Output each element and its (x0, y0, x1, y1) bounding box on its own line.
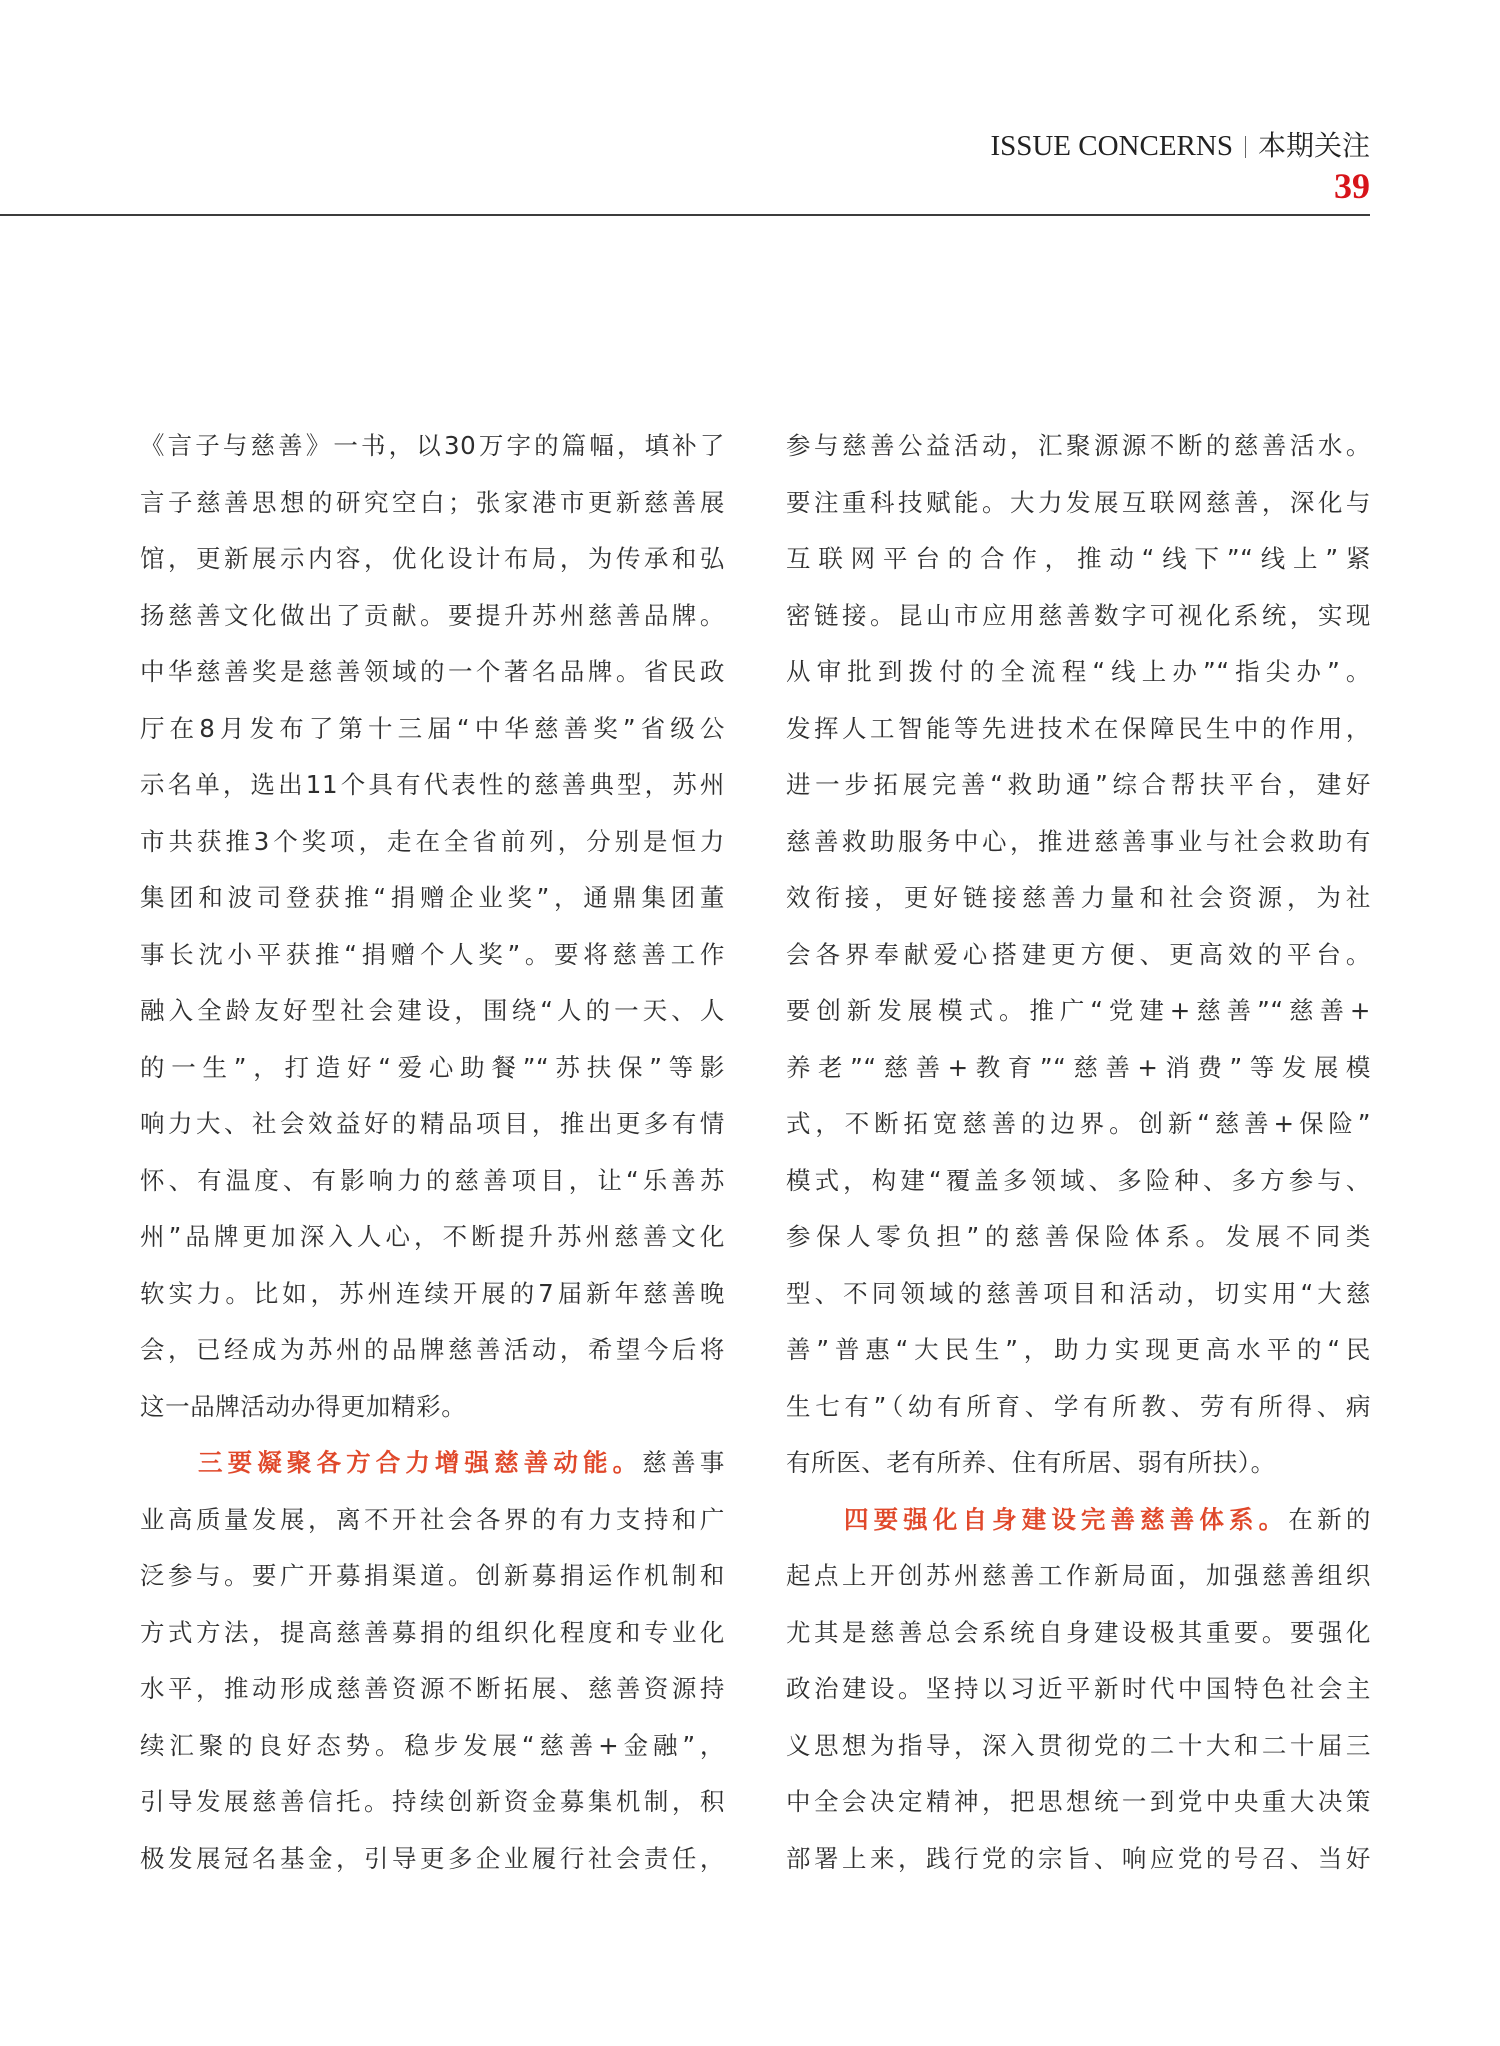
text-line: 生七有”（幼有所育、学有所教、劳有所得、病 (786, 1391, 1371, 1421)
text-line: 引导发展慈善信托。持续创新资金募集机制，积 (140, 1787, 725, 1816)
running-header (990, 128, 1370, 206)
text-line: 式，不断拓宽慈善的边界。创新“慈善+保险” (786, 1109, 1371, 1138)
text-line: 密链接。昆山市应用慈善数字可视化系统，实现 (786, 600, 1371, 630)
text-line: 中全会决定精神，把思想统一到党中央重大决策 (786, 1787, 1371, 1816)
text-line: 会各界奉献爱心搭建更方便、更高效的平台。 (786, 939, 1371, 969)
text-line: 政治建设。坚持以习近平新时代中国特色社会主 (786, 1674, 1371, 1703)
left-column (140, 418, 725, 1887)
text-line: 从审批到拨付的全流程“线上办”“指尖办”。 (786, 657, 1371, 686)
text-line: 州”品牌更加深入人心，不断提升苏州慈善文化 (140, 1222, 725, 1251)
text-line: 互联网平台的合作，推动“线下”“线上”紧 (786, 544, 1371, 573)
text-line: 泛参与。要广开募捐渠道。创新募捐运作机制和 (140, 1561, 725, 1590)
section-title-en: ISSUE CONCERNS (990, 130, 1233, 162)
section-heading-line (786, 1492, 1371, 1549)
text-line: 融入全龄友好型社会建设，围绕“人的一天、人 (140, 996, 725, 1025)
text-line: 集团和波司登获推“捐赠企业奖”，通鼎集团董 (140, 883, 725, 912)
text-line: 参保人零负担”的慈善保险体系。发展不同类 (786, 1222, 1371, 1251)
text-line: 扬慈善文化做出了贡献。要提升苏州慈善品牌。 (140, 600, 725, 630)
text-line: 厅在8月发布了第十三届“中华慈善奖”省级公 (140, 713, 725, 743)
text-line: 《言子与慈善》一书，以30万字的篇幅，填补了 (140, 431, 725, 460)
text-line: 业高质量发展，离不开社会各界的有力支持和广 (140, 1504, 725, 1534)
section-heading-tail: 慈善事 (642, 1448, 725, 1477)
text-line: 这一品牌活动办得更加精彩。 (140, 1391, 467, 1421)
text-line: 养老”“慈善+教育”“慈善+消费”等发展模 (786, 1052, 1371, 1082)
text-line: 义思想为指导，深入贯彻党的二十大和二十届三 (786, 1730, 1371, 1760)
text-line: 起点上开创苏州慈善工作新局面，加强慈善组织 (786, 1561, 1371, 1590)
text-line: 发挥人工智能等先进技术在保障民生中的作用， (786, 713, 1371, 743)
section-heading-3: 三要凝聚各方合力增强慈善动能。 (198, 1448, 643, 1477)
header-rule (0, 214, 1370, 216)
text-line: 进一步拓展完善“救助通”综合帮扶平台，建好 (786, 770, 1371, 799)
text-line: 水平，推动形成慈善资源不断拓展、慈善资源持 (140, 1674, 725, 1703)
text-line: 怀、有温度、有影响力的慈善项目，让“乐善苏 (140, 1165, 725, 1195)
page-number: 39 (1334, 166, 1370, 206)
text-line: 软实力。比如，苏州连续开展的7届新年慈善晚 (140, 1278, 725, 1308)
text-line: 市共获推3个奖项，走在全省前列，分别是恒力 (140, 826, 725, 856)
text-line: 示名单，选出11个具有代表性的慈善典型，苏州 (140, 770, 725, 799)
text-line: 要注重科技赋能。大力发展互联网慈善，深化与 (786, 487, 1371, 517)
section-title (990, 128, 1370, 164)
text-line: 要创新发展模式。推广“党建+慈善”“慈善+ (786, 996, 1371, 1025)
section-heading-tail: 在新的 (1288, 1504, 1371, 1534)
text-line: 善”普惠“大民生”，助力实现更高水平的“民 (786, 1335, 1371, 1364)
text-line: 型、不同领域的慈善项目和活动，切实用“大慈 (786, 1278, 1371, 1308)
section-heading-4: 四要强化自身建设完善慈善体系。 (844, 1504, 1289, 1534)
text-line: 参与慈善公益活动，汇聚源源不断的慈善活水。 (786, 431, 1371, 460)
header-divider (1245, 136, 1246, 158)
text-line: 续汇聚的良好态势。稳步发展“慈善+金融”， (140, 1730, 725, 1760)
text-line: 效衔接，更好链接慈善力量和社会资源，为社 (786, 883, 1371, 912)
text-line: 尤其是慈善总会系统自身建设极其重要。要强化 (786, 1617, 1371, 1647)
text-line: 极发展冠名基金，引导更多企业履行社会责任， (140, 1843, 725, 1873)
section-title-cn: 本期关注 (1257, 129, 1370, 162)
text-line: 模式，构建“覆盖多领域、多险种、多方参与、 (786, 1165, 1371, 1195)
text-line: 馆，更新展示内容，优化设计布局，为传承和弘 (140, 544, 725, 573)
text-line: 事长沈小平获推“捐赠个人奖”。要将慈善工作 (140, 939, 725, 969)
text-line: 中华慈善奖是慈善领域的一个著名品牌。省民政 (140, 657, 725, 686)
text-line: 慈善救助服务中心，推进慈善事业与社会救助有 (786, 826, 1371, 856)
section-heading-line (140, 1435, 725, 1492)
text-line: 的一生”，打造好“爱心助餐”“苏扶保”等影 (140, 1052, 725, 1082)
text-line: 部署上来，践行党的宗旨、响应党的号召、当好 (786, 1843, 1371, 1873)
text-line: 方式方法，提高慈善募捐的组织化程度和专业化 (140, 1617, 725, 1647)
text-line: 会，已经成为苏州的品牌慈善活动，希望今后将 (140, 1335, 725, 1364)
right-column (786, 418, 1371, 1887)
text-line: 有所医、老有所养、住有所居、弱有所扶）。 (786, 1448, 1276, 1477)
text-line: 言子慈善思想的研究空白；张家港市更新慈善展 (140, 487, 725, 517)
text-line: 响力大、社会效益好的精品项目，推出更多有情 (140, 1109, 725, 1138)
